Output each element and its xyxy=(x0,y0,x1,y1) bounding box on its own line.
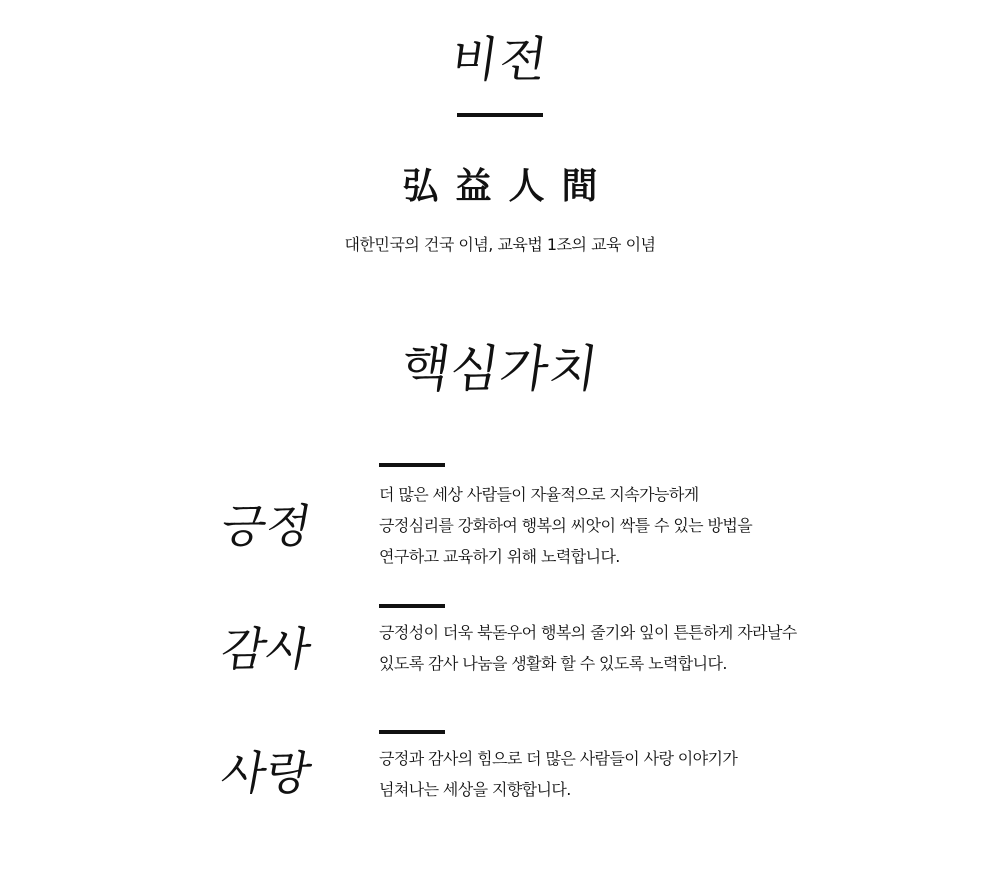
hanja-motto: 弘益人間 xyxy=(402,166,615,207)
motto-caption: 대한민국의 건국 이념, 교육법 1조의 교육 이념 xyxy=(344,235,656,254)
core-values-title: 핵심가치 xyxy=(397,340,603,398)
description-line: 긍정성이 더욱 북돋우어 행복의 줄기와 잎이 튼튼하게 자라날수 xyxy=(379,623,797,642)
description-line: 연구하고 교육하기 위해 노력합니다. xyxy=(379,547,620,566)
description-line: 넘쳐나는 세상을 지향합니다. xyxy=(379,780,571,799)
description-line: 긍정과 감사의 힘으로 더 많은 사람들이 사랑 이야기가 xyxy=(379,749,738,768)
value-divider xyxy=(379,730,445,734)
value-divider xyxy=(379,463,445,467)
value-divider xyxy=(379,604,445,608)
value-name: 사랑 xyxy=(217,746,316,800)
value-description xyxy=(379,479,859,572)
vision-divider xyxy=(457,113,543,117)
value-description xyxy=(379,743,859,805)
value-name: 긍정 xyxy=(217,499,316,553)
vision-title: 비전 xyxy=(447,32,553,88)
description-line: 더 많은 세상 사람들이 자율적으로 지속가능하게 xyxy=(379,485,699,504)
value-name: 감사 xyxy=(217,622,316,676)
description-line: 있도록 감사 나눔을 생활화 할 수 있도록 노력합니다. xyxy=(379,654,727,673)
value-description xyxy=(379,617,859,679)
description-line: 긍정심리를 강화하여 행복의 씨앗이 싹틀 수 있는 방법을 xyxy=(379,516,753,535)
